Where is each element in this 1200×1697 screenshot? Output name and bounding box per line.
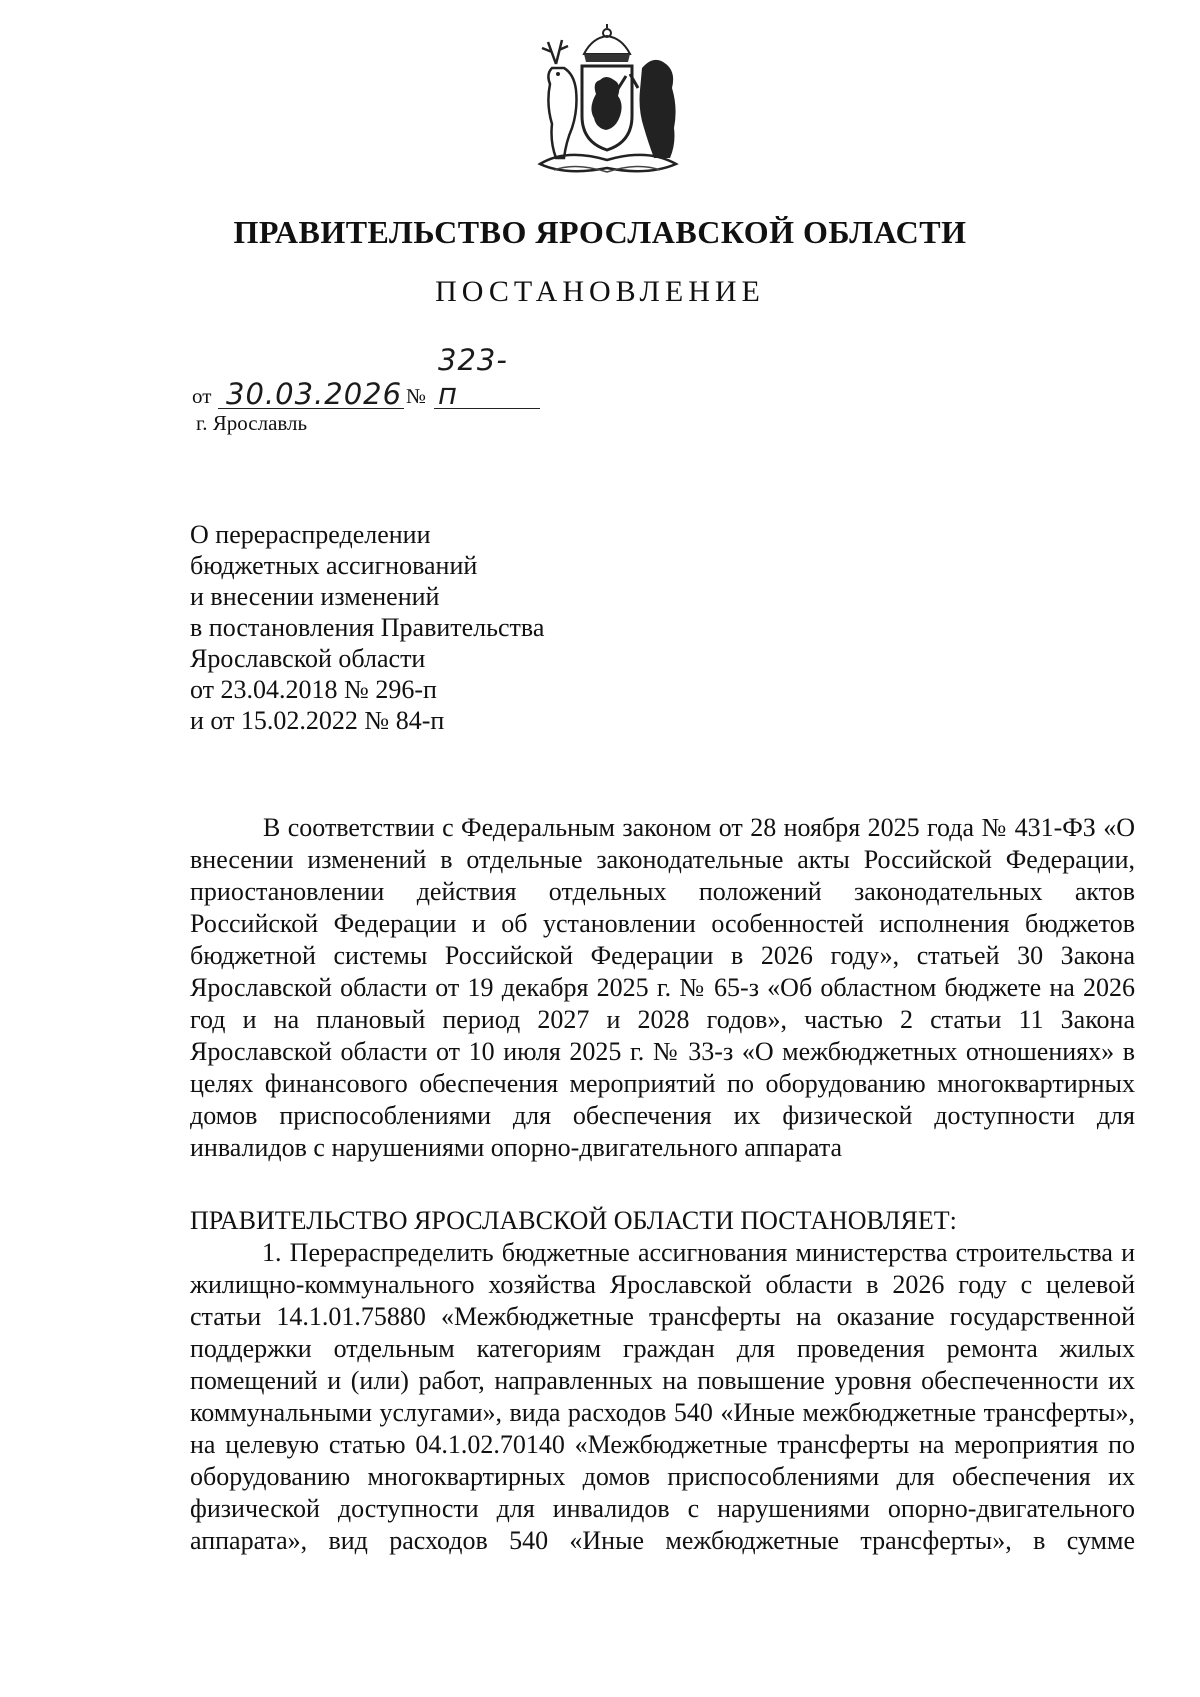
point-1-paragraph: 1. Перераспределить бюджетные ассигнования министерства строительства и жилищно-коммунального хозяйства Ярославской области в 2026 году с целевой статьи 14.1.01.75880 «Межбюджетные трансферты на оказание государственной поддержки отдельным категориям граждан для проведения ремонта жилых помещений и (или) работ, направленных на повышение уровня обеспеченности их коммунальными услугами», вида расходов 540 «Иные межбюджетные трансферты», на целевую статью 04.1.02.70140 «Межбюджетные трансферты на мероприятия по оборудованию многоквартирных домов приспособлениями для обеспечения их физической доступности для инвалидов с нарушениями опорно-двигательного аппарата», вид расходов 540 «Иные межбюджетные трансферты», в сумме	[190, 1238, 1135, 1555]
subject-line: бюджетных ассигнований	[190, 551, 478, 580]
subject-line: от 23.04.2018 № 296-п	[190, 675, 437, 704]
city: г. Ярославль	[196, 411, 308, 435]
document-type: ПОСТАНОВЛЕНИЕ	[435, 275, 765, 308]
government-title: ПРАВИТЕЛЬСТВО ЯРОСЛАВСКОЙ ОБЛАСТИ	[233, 214, 967, 250]
number-prefix: №	[406, 384, 427, 408]
date-prefix: от	[192, 384, 212, 408]
subject-line: и внесении изменений	[190, 582, 440, 611]
date-handwritten: 30.03.2026	[226, 377, 403, 411]
resolves-heading: ПРАВИТЕЛЬСТВО ЯРОСЛАВСКОЙ ОБЛАСТИ ПОСТАНОВЛЯЕТ:	[190, 1206, 957, 1235]
subject-line: и от 15.02.2022 № 84-п	[190, 706, 445, 735]
document-subject	[190, 519, 544, 736]
preamble-paragraph: В соответствии с Федеральным законом от 28 ноября 2025 года № 431-ФЗ «О внесении изменений в отдельные законодательные акты Российской Федерации, приостановлении действия отдельных положений законодательных актов Российской Федерации и об установлении особенностей исполнения бюджетов бюджетной системы Российской Федерации в 2026 году», статьей 30 Закона Ярославской области от 19 декабря 2025 г. № 65-з «Об областном бюджете на 2026 год и на плановый период 2027 и 2028 годов», частью 2 статьи 11 Закона Ярославской области от 10 июля 2025 г. № 33-з «О межбюджетных отношениях» в целях финансового обеспечения мероприятий по оборудованию многоквартирных домов приспособлениями для обеспечения их физической доступности для инвалидов с нарушениями опорно-двигательного аппарата	[190, 813, 1135, 1162]
coat-of-arms-icon	[526, 24, 688, 182]
number-handwritten: 323-п	[438, 343, 508, 411]
subject-line: О перераспределении	[190, 520, 431, 549]
subject-line: Ярославской области	[190, 644, 426, 673]
subject-line: в постановления Правительства	[190, 613, 545, 642]
